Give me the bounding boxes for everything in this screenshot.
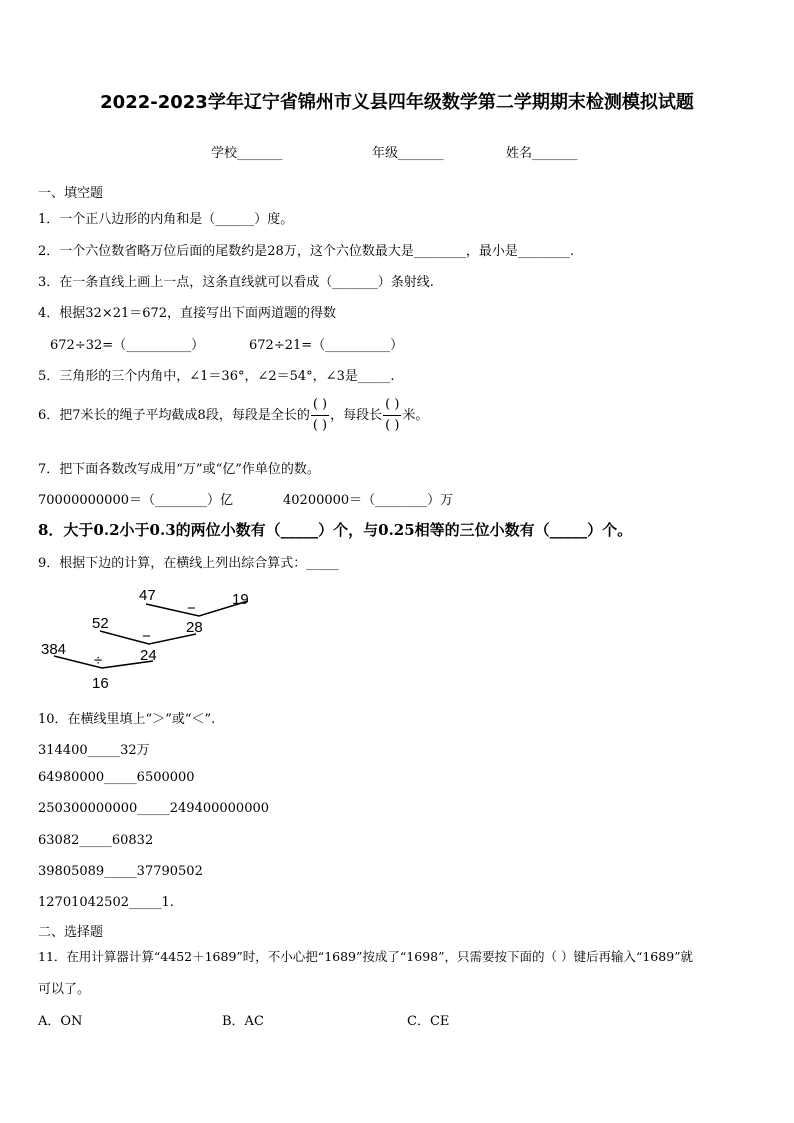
minus-sign-1: − xyxy=(187,600,196,617)
question-6 xyxy=(38,396,428,435)
fraction-numerator: ( ) xyxy=(311,396,329,416)
page-title: 2022-2023学年辽宁省锦州市义县四年级数学第二学期期末检测模拟试题 xyxy=(100,92,694,113)
name-field xyxy=(506,142,578,161)
number-16: 16 xyxy=(92,675,109,692)
question-4b: 672÷21=（__________） xyxy=(249,338,404,353)
question-4: 4．根据32×21＝672，直接写出下面两道题的得数 xyxy=(38,306,337,321)
question-4a: 672÷32=（__________） xyxy=(50,338,205,353)
grade-field xyxy=(372,142,444,161)
question-9: 9．根据下边的计算，在横线上列出综合算式：_____ xyxy=(38,556,339,571)
school-label: 学校 xyxy=(211,146,238,161)
name-blank: _______ xyxy=(532,146,578,161)
minus-sign-2: − xyxy=(142,628,151,645)
question-11-cont: 可以了。 xyxy=(38,982,91,997)
fraction-denominator: ( ) xyxy=(385,418,400,433)
question-6-text-2: ，每段长 xyxy=(330,408,383,423)
compare-item-6: 12701042502_____1. xyxy=(38,895,174,910)
question-5: 5．三角形的三个内角中，∠1＝36°，∠2＝54°，∠3是_____. xyxy=(38,369,395,384)
question-6-text-1: 6．把7米长的绳子平均截成8段，每段是全长的 xyxy=(38,408,310,423)
question-10: 10．在横线里填上“＞”或“＜”. xyxy=(38,712,216,727)
section-multiple-choice: 二、选择题 xyxy=(38,925,104,940)
question-1: 1．一个正八边形的内角和是（______）度。 xyxy=(38,212,294,227)
question-7b: 40200000＝（________）万 xyxy=(283,493,454,508)
section-fill-in: 一、填空题 xyxy=(38,186,104,201)
number-47: 47 xyxy=(139,587,156,604)
school-field xyxy=(211,142,283,161)
question-7: 7．把下面各数改写成用“万”或“亿”作单位的数。 xyxy=(38,462,320,477)
compare-item-4: 63082_____60832 xyxy=(38,833,154,848)
fraction-numerator: ( ) xyxy=(383,396,401,416)
calculation-diagram xyxy=(36,584,266,694)
name-label: 姓名 xyxy=(506,146,533,161)
grade-label: 年级 xyxy=(372,146,399,161)
grade-blank: _______ xyxy=(398,146,444,161)
compare-item-1: 314400_____32万 xyxy=(38,743,150,758)
fraction-denominator: ( ) xyxy=(312,418,328,433)
number-28: 28 xyxy=(186,619,203,636)
option-a: A．ON xyxy=(38,1014,83,1029)
division-sign: ÷ xyxy=(94,652,103,669)
number-52: 52 xyxy=(92,615,109,632)
option-c: C．CE xyxy=(407,1014,450,1029)
fraction-of-total xyxy=(311,396,329,435)
question-8: 8．大于0.2小于0.3的两位小数有（_____）个，与0.25相等的三位小数有（_____）个。 xyxy=(38,521,633,539)
number-19: 19 xyxy=(232,591,249,608)
school-blank: _______ xyxy=(237,146,283,161)
question-6-text-3: 米。 xyxy=(402,408,429,423)
fraction-length xyxy=(383,396,401,435)
bracket-line-3 xyxy=(54,656,153,668)
option-b: B．AC xyxy=(222,1014,264,1029)
compare-item-5: 39805089_____37790502 xyxy=(38,864,203,879)
question-3: 3．在一条直线上画上一点，这条直线就可以看成（_______）条射线. xyxy=(38,275,434,290)
number-24: 24 xyxy=(140,647,157,664)
compare-item-3: 250300000000_____249400000000 xyxy=(38,801,270,816)
question-2: 2．一个六位数省略万位后面的尾数约是28万，这个六位数最大是________，最小是________. xyxy=(38,244,574,259)
question-11: 11．在用计算器计算“4452＋1689”时，不小心把“1689”按成了“1698”，只需要按下面的（ ）键后再输入“1689”就 xyxy=(38,949,694,964)
compare-item-2: 64980000_____6500000 xyxy=(38,770,195,785)
number-384: 384 xyxy=(41,641,67,658)
question-7a: 70000000000＝（________）亿 xyxy=(38,493,233,508)
